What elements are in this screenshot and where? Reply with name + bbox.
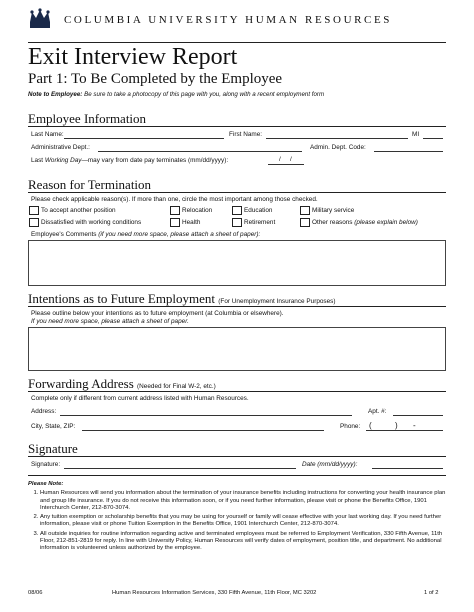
please-note-heading: Please Note: xyxy=(28,481,64,487)
admin-dept-label: Administrative Dept.: xyxy=(31,144,90,151)
last-name-label: Last Name: xyxy=(31,131,64,138)
reason-label-relocation: Relocation xyxy=(182,207,213,214)
footer-form-code: 08/06 xyxy=(28,590,43,596)
section-employee-information: Employee Information xyxy=(28,111,147,126)
phone-area-close-paren: ) xyxy=(395,421,398,430)
first-name-label: First Name: xyxy=(229,131,263,138)
reason-label-health: Health xyxy=(182,219,201,226)
apt-field[interactable] xyxy=(393,415,443,416)
checkbox-military-service[interactable] xyxy=(300,206,310,215)
reason-label-another-position: To accept another position xyxy=(41,207,116,214)
footer-page-number: 1 of 2 xyxy=(424,590,439,596)
section-forwarding-address: Forwarding Address (Needed for Final W-2, etc.) xyxy=(28,376,216,391)
note-item: 2. Any tuition exemption or scholarship benefits that you may be using for yourself or family will cease effective with your last working day. If you need further information, please visit or phone Tuition Exemption in the Benefits Office, 1901 Interchurch Center, 212-870-3074. xyxy=(40,514,446,529)
please-note-list xyxy=(28,490,446,552)
reason-label-working-conditions: Dissatisfied with working conditions xyxy=(41,219,142,226)
phone-field[interactable] xyxy=(366,430,443,431)
signature-label: Signature: xyxy=(31,461,61,468)
reason-label-retirement: Retirement xyxy=(244,219,276,226)
section-rule xyxy=(28,391,446,392)
reason-label-military-service: Military service xyxy=(312,207,355,214)
section-rule xyxy=(28,306,446,307)
signature-date-label: Date (mm/dd/yyyy): xyxy=(302,461,358,468)
forwarding-instructions: Complete only if different from current address listed with Human Resources. xyxy=(31,395,249,402)
page-title: Exit Interview Report xyxy=(28,44,238,70)
comments-label: Employee's Comments (if you need more space, please attach a sheet of paper): xyxy=(31,231,261,238)
checkbox-relocation[interactable] xyxy=(170,206,180,215)
section-rule xyxy=(28,192,446,193)
please-note-block xyxy=(28,481,446,555)
page-subtitle: Part 1: To Be Completed by the Employee xyxy=(28,71,283,87)
checkbox-retirement[interactable] xyxy=(232,218,242,227)
signature-field[interactable] xyxy=(64,468,296,469)
admin-code-field[interactable] xyxy=(374,151,443,152)
intentions-textarea[interactable] xyxy=(28,327,446,371)
last-working-day-field[interactable] xyxy=(268,164,304,165)
admin-dept-field[interactable] xyxy=(98,151,302,152)
section-rule xyxy=(28,126,446,127)
phone-dash: - xyxy=(413,421,416,430)
address-field[interactable] xyxy=(60,415,352,416)
phone-area-open-paren: ( xyxy=(369,421,372,430)
date-slash-2: / xyxy=(290,156,292,163)
section-signature: Signature xyxy=(28,441,78,456)
section-rule xyxy=(28,475,446,476)
section-rule xyxy=(28,456,446,457)
first-name-field[interactable] xyxy=(266,138,408,139)
crown-logo-icon xyxy=(28,8,52,30)
phone-label: Phone: xyxy=(340,423,361,430)
section-reason-for-termination: Reason for Termination xyxy=(28,177,152,192)
last-name-field[interactable] xyxy=(64,138,224,139)
date-slash-1: / xyxy=(279,156,281,163)
apt-label: Apt. #: xyxy=(368,408,387,415)
city-state-zip-field[interactable] xyxy=(82,430,324,431)
header-bar xyxy=(28,6,446,43)
checkbox-health[interactable] xyxy=(170,218,180,227)
admin-code-label: Admin. Dept. Code: xyxy=(310,144,366,151)
reason-label-education: Education xyxy=(244,207,273,214)
mi-field[interactable] xyxy=(423,138,443,139)
checkbox-another-position[interactable] xyxy=(29,206,39,215)
last-working-day-label: Last Working Day—may vary from date pay terminates (mm/dd/yyyy): xyxy=(31,157,229,164)
footer-address: Human Resources Information Services, 330 Fifth Avenue, 11th Floor, MC 3202 xyxy=(112,590,317,596)
address-label: Address: xyxy=(31,408,57,415)
signature-date-field[interactable] xyxy=(372,468,443,469)
note-item: 1. Human Resources will send you information about the termination of your insurance benefits including instructions for converting your health insurance plan and group life insurance. If you do not receive this information soon, or if you need further information, please visit or phone the Benefits Office, 1901 Interchurch Center, 212-870-3074. xyxy=(40,490,446,512)
city-state-zip-label: City, State, ZIP: xyxy=(31,423,76,430)
section-future-employment: Intentions as to Future Employment (For Unemployment Insurance Purposes) xyxy=(28,291,336,306)
checkbox-working-conditions[interactable] xyxy=(29,218,39,227)
university-name: COLUMBIA UNIVERSITY HUMAN RESOURCES xyxy=(64,14,393,26)
intentions-instructions: Please outline below your intentions as to future employment (at Columbia or elsewhere). xyxy=(31,310,284,317)
checkbox-education[interactable] xyxy=(232,206,242,215)
checkbox-other-reasons[interactable] xyxy=(300,218,310,227)
termination-instructions: Please check applicable reason(s). If more than one, circle the most important among those checked. xyxy=(31,196,318,203)
intentions-extra-space-note: If you need more space, please attach a sheet of paper. xyxy=(31,318,189,325)
reason-label-other: Other reasons (please explain below) xyxy=(312,219,418,226)
note-item: 3. All outside inquiries for routine information regarding active and terminated employees must be referred to Employment Verification, 330 Fifth Avenue, 11th Floor, 212-851-2819 for reply. In line with University Policy, Human Resources will verify dates of employment, position title, and department. No additional information is volunteered unless authorized by the employee. xyxy=(40,531,446,553)
comments-textarea[interactable] xyxy=(28,240,446,286)
employee-note: Note to Employee: Be sure to take a photocopy of this page with you, along with a recent employment form xyxy=(28,91,325,98)
mi-label: MI xyxy=(412,131,420,138)
